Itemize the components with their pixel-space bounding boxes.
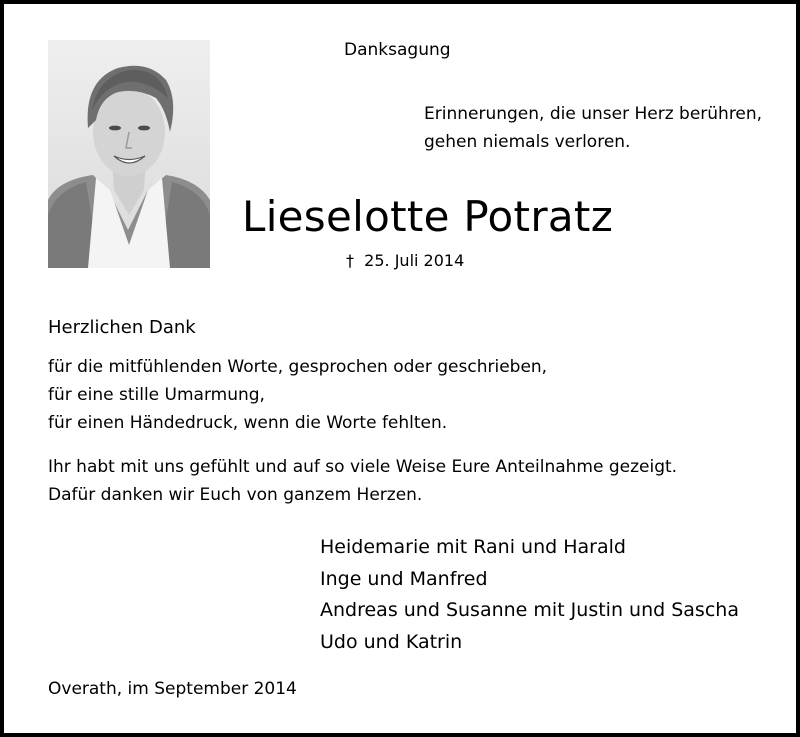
portrait-photo-image [48, 40, 210, 268]
death-date-line [346, 251, 464, 270]
deceased-name: Lieselotte Potratz [242, 192, 614, 241]
place-and-date: Overath, im September 2014 [48, 679, 297, 699]
death-date: 25. Juli 2014 [364, 251, 465, 270]
closing-line: Dafür danken wir Euch von ganzem Herzen. [48, 485, 423, 505]
memorial-quote [424, 100, 762, 156]
closing-line: Ihr habt mit uns gefühlt und auf so viele Weise Eure Anteilnahme gezeigt. [48, 457, 678, 477]
quote-line: gehen niemals verloren. [424, 132, 631, 152]
thanks-line: für einen Händedruck, wenn die Worte fehlten. [48, 413, 448, 433]
family-line: Andreas und Susanne mit Justin und Sascha [320, 599, 739, 621]
quote-line: Erinnerungen, die unser Herz berühren, [424, 104, 763, 124]
thanks-line: für eine stille Umarmung, [48, 385, 265, 405]
cross-icon: † [346, 251, 354, 270]
portrait-photo [48, 40, 210, 268]
closing-text [48, 453, 677, 509]
thanks-title: Herzlichen Dank [48, 317, 196, 338]
notice-heading: Danksagung [344, 40, 451, 60]
thanks-text [48, 353, 547, 437]
family-signatures [320, 532, 739, 658]
family-line: Heidemarie mit Rani und Harald [320, 536, 626, 558]
family-line: Udo und Katrin [320, 630, 463, 653]
family-line: Inge und Manfred [320, 567, 488, 590]
thanks-line: für die mitfühlenden Worte, gesprochen oder geschrieben, [48, 357, 548, 377]
